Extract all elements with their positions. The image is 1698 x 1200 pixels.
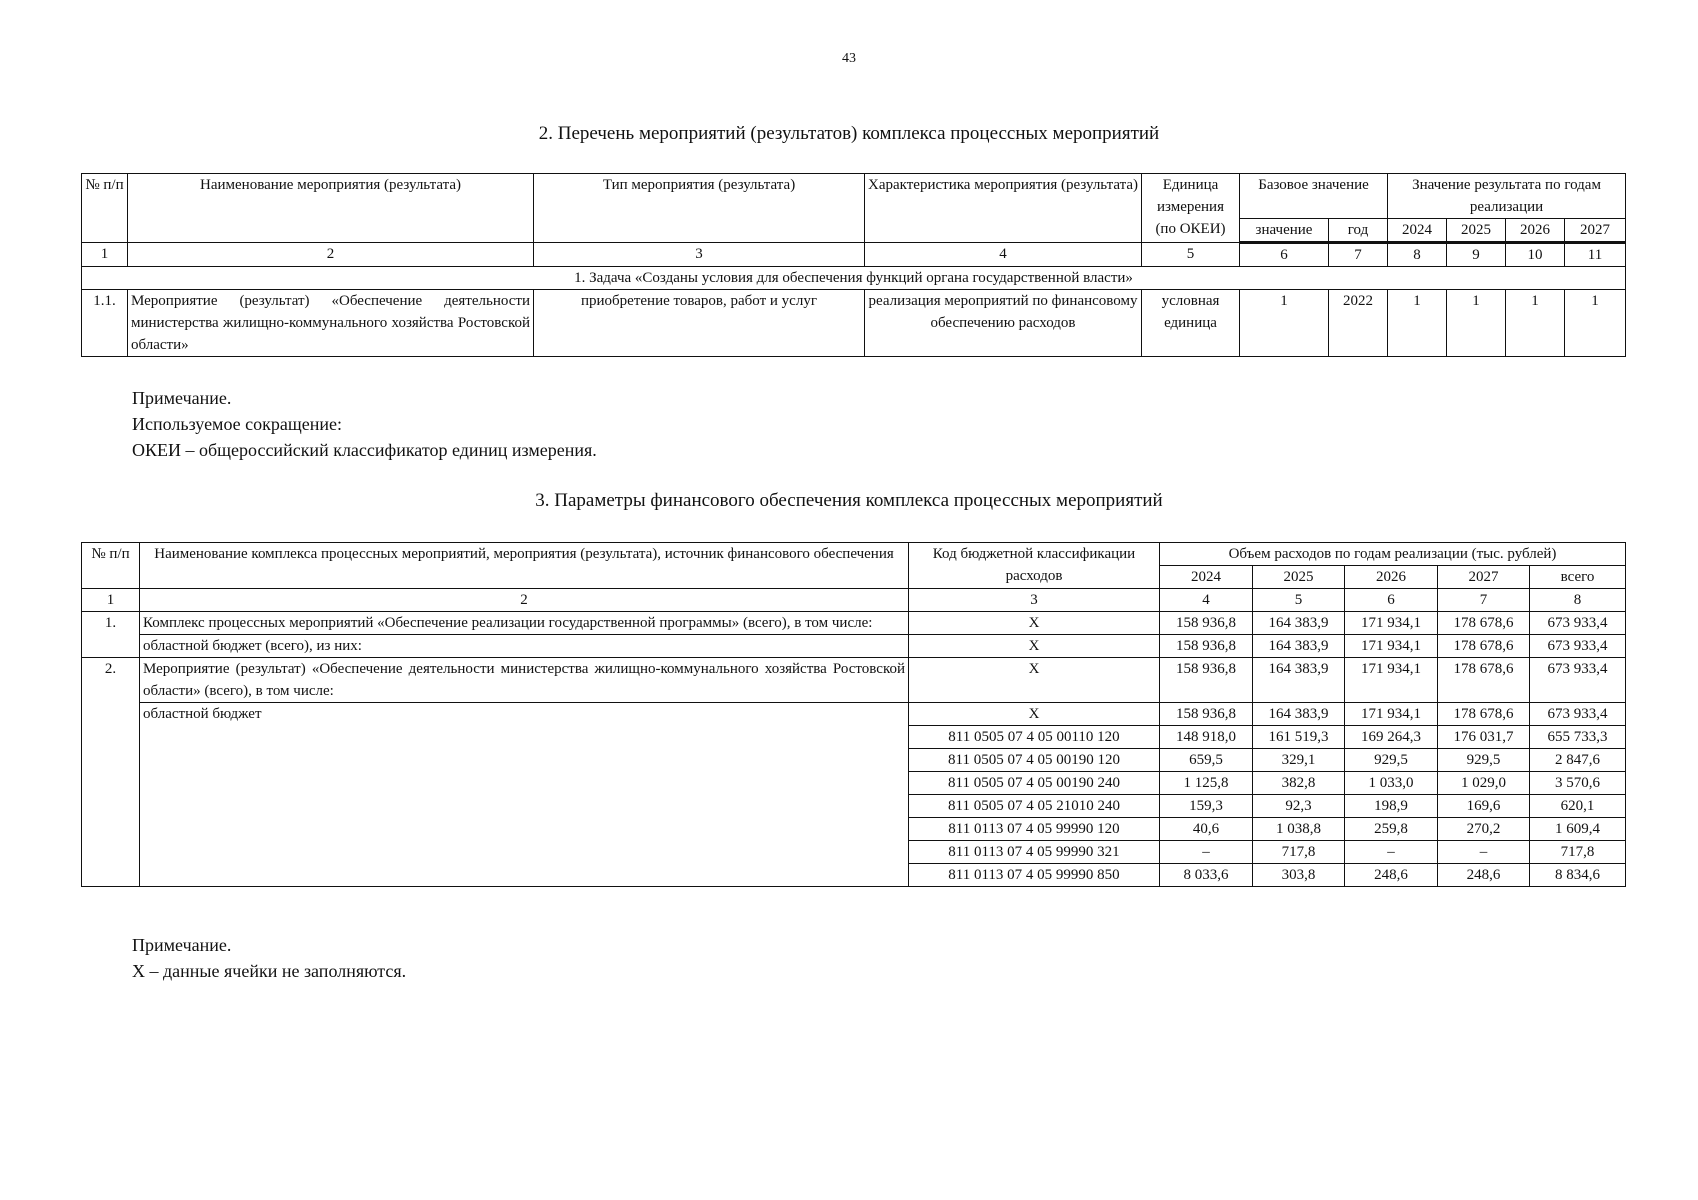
row-value: 717,8 — [1530, 841, 1626, 864]
header-characteristic: Характеристика мероприятия (результата) — [865, 174, 1142, 243]
row-value: 178 678,6 — [1438, 658, 1530, 703]
row-num: 1. — [82, 612, 140, 658]
header-total: всего — [1530, 566, 1626, 589]
row-characteristic: реализация мероприятий по финансовому обеспечению расходов — [865, 290, 1142, 357]
table-row — [82, 635, 1626, 658]
header-result-by-years: Значение результата по годам реализации — [1388, 174, 1626, 219]
note-title: Примечание. — [132, 388, 232, 408]
table-row — [82, 703, 1626, 726]
row-value: 178 678,6 — [1438, 703, 1530, 726]
row-value: 164 383,9 — [1253, 658, 1345, 703]
column-number: 3 — [534, 243, 865, 267]
column-number: 5 — [1142, 243, 1240, 267]
row-value: – — [1345, 841, 1438, 864]
row-code: X — [909, 612, 1160, 635]
row-value: 92,3 — [1253, 795, 1345, 818]
note-x-cells — [132, 932, 406, 984]
header-base-year: год — [1329, 219, 1388, 243]
header-base: Базовое значение — [1240, 174, 1388, 219]
row-value: 1 — [1388, 290, 1447, 357]
finance-table — [81, 542, 1626, 887]
row-name: областной бюджет — [140, 703, 909, 887]
row-code: X — [909, 635, 1160, 658]
row-code: 811 0505 07 4 05 00110 120 — [909, 726, 1160, 749]
row-value: 382,8 — [1253, 772, 1345, 795]
measures-table — [81, 173, 1626, 357]
row-value: 259,8 — [1345, 818, 1438, 841]
row-value: 1 — [1506, 290, 1565, 357]
row-name: Мероприятие (результат) «Обеспечение деятельности министерства жилищно-коммунального хозяйства Ростовской области» (всего), в том числе: — [140, 658, 909, 703]
row-value: 1 609,4 — [1530, 818, 1626, 841]
row-value: 171 934,1 — [1345, 658, 1438, 703]
row-value: 1 — [1565, 290, 1626, 357]
row-code: X — [909, 658, 1160, 703]
row-value: 169 264,3 — [1345, 726, 1438, 749]
row-value: 3 570,6 — [1530, 772, 1626, 795]
row-value: 329,1 — [1253, 749, 1345, 772]
row-value: 158 936,8 — [1160, 612, 1253, 635]
section-title-measures: 2. Перечень мероприятий (результатов) комплекса процессных мероприятий — [538, 123, 1160, 144]
column-numbers-row — [82, 243, 1626, 267]
header-volume: Объем расходов по годам реализации (тыс. рублей) — [1160, 543, 1626, 566]
row-value: 270,2 — [1438, 818, 1530, 841]
column-number: 9 — [1447, 243, 1506, 267]
column-number: 4 — [1160, 589, 1253, 612]
row-value: 171 934,1 — [1345, 612, 1438, 635]
header-year: 2027 — [1438, 566, 1530, 589]
row-value: 1 029,0 — [1438, 772, 1530, 795]
row-value: 159,3 — [1160, 795, 1253, 818]
header-year: 2025 — [1253, 566, 1345, 589]
row-type: приобретение товаров, работ и услуг — [534, 290, 865, 357]
row-value: 176 031,7 — [1438, 726, 1530, 749]
row-value: 303,8 — [1253, 864, 1345, 887]
row-value: 164 383,9 — [1253, 703, 1345, 726]
row-value: 158 936,8 — [1160, 703, 1253, 726]
row-value: 158 936,8 — [1160, 635, 1253, 658]
row-value: 673 933,4 — [1530, 635, 1626, 658]
row-value: – — [1160, 841, 1253, 864]
header-code: Код бюджетной классификации расходов — [909, 543, 1160, 589]
column-number: 8 — [1388, 243, 1447, 267]
row-value: 161 519,3 — [1253, 726, 1345, 749]
column-number: 2 — [140, 589, 909, 612]
row-value: 164 383,9 — [1253, 635, 1345, 658]
row-value: 929,5 — [1438, 749, 1530, 772]
header-year: 2025 — [1447, 219, 1506, 243]
header-year: 2027 — [1565, 219, 1626, 243]
column-number: 7 — [1438, 589, 1530, 612]
note-line: ОКЕИ – общероссийский классификатор единиц измерения. — [132, 440, 597, 460]
header-base-value: значение — [1240, 219, 1329, 243]
row-code: 811 0505 07 4 05 21010 240 — [909, 795, 1160, 818]
column-number: 8 — [1530, 589, 1626, 612]
row-num: 1.1. — [82, 290, 128, 357]
column-number: 10 — [1506, 243, 1565, 267]
column-number: 1 — [82, 243, 128, 267]
row-value: 158 936,8 — [1160, 658, 1253, 703]
header-num: № п/п — [82, 174, 128, 243]
row-base-value: 1 — [1240, 290, 1329, 357]
row-value: 1 033,0 — [1345, 772, 1438, 795]
note-title: Примечание. — [132, 935, 232, 955]
section-title-finance: 3. Параметры финансового обеспечения комплекса процессных мероприятий — [535, 490, 1163, 511]
row-value: 40,6 — [1160, 818, 1253, 841]
table-row — [82, 290, 1626, 357]
row-name: областной бюджет (всего), из них: — [140, 635, 909, 658]
row-value: 164 383,9 — [1253, 612, 1345, 635]
row-value: 169,6 — [1438, 795, 1530, 818]
row-value: 1 — [1447, 290, 1506, 357]
row-value: – — [1438, 841, 1530, 864]
column-numbers-row — [82, 589, 1626, 612]
header-year: 2024 — [1160, 566, 1253, 589]
row-code: 811 0113 07 4 05 99990 321 — [909, 841, 1160, 864]
page-number: 43 — [842, 51, 856, 66]
note-line: X – данные ячейки не заполняются. — [132, 961, 407, 981]
note-line: Используемое сокращение: — [132, 414, 342, 434]
column-number: 6 — [1345, 589, 1438, 612]
row-value: 171 934,1 — [1345, 703, 1438, 726]
row-value: 8 033,6 — [1160, 864, 1253, 887]
column-number: 7 — [1329, 243, 1388, 267]
row-value: 148 918,0 — [1160, 726, 1253, 749]
row-code: 811 0113 07 4 05 99990 850 — [909, 864, 1160, 887]
column-number: 6 — [1240, 243, 1329, 267]
header-name: Наименование мероприятия (результата) — [128, 174, 534, 243]
header-year: 2024 — [1388, 219, 1447, 243]
row-name: Комплекс процессных мероприятий «Обеспечение реализации государственной программы» (всего), в том числе: — [140, 612, 909, 635]
row-value: 673 933,4 — [1530, 703, 1626, 726]
row-value: 178 678,6 — [1438, 635, 1530, 658]
row-base-year: 2022 — [1329, 290, 1388, 357]
header-name: Наименование комплекса процессных мероприятий, мероприятия (результата), источник финансового обеспечения — [140, 543, 909, 589]
row-value: 717,8 — [1253, 841, 1345, 864]
row-unit: условная единица — [1142, 290, 1240, 357]
row-value: 178 678,6 — [1438, 612, 1530, 635]
column-number: 5 — [1253, 589, 1345, 612]
row-value: 2 847,6 — [1530, 749, 1626, 772]
column-number: 11 — [1565, 243, 1626, 267]
row-value: 1 125,8 — [1160, 772, 1253, 795]
row-value: 8 834,6 — [1530, 864, 1626, 887]
row-name: Мероприятие (результат) «Обеспечение деятельности министерства жилищно-коммунального хозяйства Ростовской области» — [128, 290, 534, 357]
row-value: 673 933,4 — [1530, 658, 1626, 703]
row-value: 659,5 — [1160, 749, 1253, 772]
row-value: 929,5 — [1345, 749, 1438, 772]
row-value: 1 038,8 — [1253, 818, 1345, 841]
row-value: 673 933,4 — [1530, 612, 1626, 635]
column-number: 1 — [82, 589, 140, 612]
row-value: 655 733,3 — [1530, 726, 1626, 749]
row-num: 2. — [82, 658, 140, 887]
row-value: 198,9 — [1345, 795, 1438, 818]
row-value: 248,6 — [1438, 864, 1530, 887]
row-value: 171 934,1 — [1345, 635, 1438, 658]
row-value: 248,6 — [1345, 864, 1438, 887]
column-number: 4 — [865, 243, 1142, 267]
column-number: 3 — [909, 589, 1160, 612]
note-abbreviations — [132, 385, 597, 463]
header-year: 2026 — [1506, 219, 1565, 243]
row-code: X — [909, 703, 1160, 726]
row-code: 811 0505 07 4 05 00190 120 — [909, 749, 1160, 772]
header-year: 2026 — [1345, 566, 1438, 589]
table-row — [82, 612, 1626, 635]
header-unit: Единица измерения (по ОКЕИ) — [1142, 174, 1240, 243]
row-value: 620,1 — [1530, 795, 1626, 818]
table-row — [82, 658, 1626, 703]
header-num: № п/п — [82, 543, 140, 589]
row-code: 811 0113 07 4 05 99990 120 — [909, 818, 1160, 841]
row-code: 811 0505 07 4 05 00190 240 — [909, 772, 1160, 795]
column-number: 2 — [128, 243, 534, 267]
task-row: 1. Задача «Созданы условия для обеспечения функций органа государственной власти» — [82, 267, 1626, 290]
header-type: Тип мероприятия (результата) — [534, 174, 865, 243]
